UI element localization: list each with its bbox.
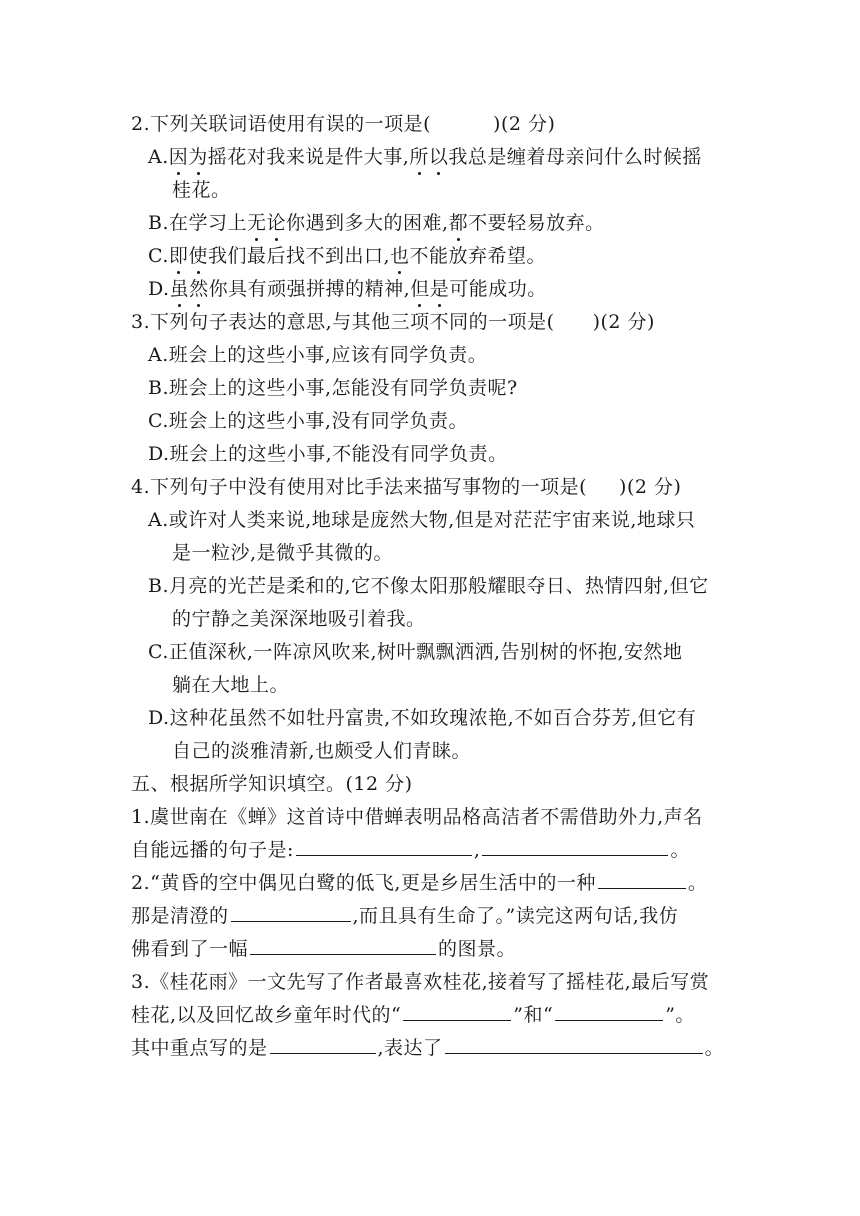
fill-blank[interactable] [250, 938, 436, 955]
emphasis-word [410, 278, 449, 300]
emphasis-word [390, 245, 410, 267]
fill-blank[interactable] [231, 905, 351, 922]
option-label: C. [148, 245, 169, 267]
q2-option-c [148, 244, 546, 268]
q4-option-d: D.这种花虽然不如牡丹富贵,不如玫瑰浓艳,不如百合芬芳,但它有 [148, 707, 697, 729]
fill-text: , [473, 839, 481, 861]
q3-stem [131, 310, 655, 334]
emphasis-char: 以 [428, 146, 449, 168]
q2-stem-text: 2.下列关联词语使用有误的一项是( [131, 113, 432, 135]
fill-blank[interactable] [403, 1004, 511, 1021]
q4-stem-text: 4.下列句子中没有使用对比手法来描写事物的一项是( [131, 476, 588, 498]
emphasis-word [169, 245, 208, 267]
fill-2-line-2 [131, 904, 678, 928]
fill-text: 。 [687, 872, 708, 894]
keyword [390, 245, 410, 267]
emphasis-char: 也 [389, 245, 410, 267]
emphasis-char: 虽 [169, 278, 190, 300]
fill-2-line-1 [131, 871, 707, 895]
option-text: 你具有顽强拼搏的精神, [208, 278, 411, 300]
q2-option-b [148, 211, 605, 235]
q4-option-b: B.月亮的光芒是柔和的,它不像太阳那般耀眼夺日、热情四射,但它 [148, 575, 709, 597]
fill-text: 。 [704, 1037, 725, 1059]
fill-3-line-3 [131, 1036, 724, 1060]
emphasis-char: 即 [168, 245, 189, 267]
option-text: 你遇到多大的困难, [286, 212, 449, 234]
keyword [449, 212, 469, 234]
q2-option-d [148, 277, 547, 301]
option-text: 摇花对我来说是件大事, [207, 146, 410, 168]
fill-text: 自能远播的句子是: [131, 839, 294, 861]
option-label: A. [148, 146, 169, 168]
option-label: D. [148, 278, 170, 300]
fill-text: 那是清澄的 [131, 905, 229, 927]
keyword [170, 278, 209, 300]
fill-blank[interactable] [445, 1037, 703, 1054]
fill-3-line-2 [131, 1003, 695, 1027]
q3-option-d: D.班会上的这些小事,不能没有同学负责。 [148, 443, 508, 465]
keyword [247, 212, 286, 234]
q4-option-c-cont: 躺在大地上。 [172, 674, 290, 696]
emphasis-word [169, 146, 208, 168]
option-text: B.在学习上 [148, 212, 248, 234]
q2-option-a [148, 145, 702, 169]
option-text: 不要轻易放弃。 [468, 212, 605, 234]
q3-option-c: C.班会上的这些小事,没有同学负责。 [148, 410, 468, 432]
fill-1-line-2 [131, 838, 690, 862]
emphasis-word [247, 212, 286, 234]
emphasis-char: 然 [189, 278, 209, 300]
q3-score: )(2 分) [592, 311, 655, 333]
fill-blank[interactable] [270, 1037, 376, 1054]
fill-text: ”。 [665, 1004, 695, 1026]
emphasis-char: 都 [448, 212, 469, 234]
fill-text: 其中重点写的是 [131, 1037, 268, 1059]
fill-3-line-1: 3.《桂花雨》一文先写了作者最喜欢桂花,接着写了摇桂花,最后写赏 [131, 971, 710, 993]
q3-option-b: B.班会上的这些小事,怎能没有同学负责呢? [148, 377, 518, 399]
keyword [409, 146, 448, 168]
fill-blank[interactable] [555, 1004, 663, 1021]
q3-option-a: A.班会上的这些小事,应该有同学负责。 [148, 344, 488, 366]
fill-text: 。 [670, 839, 690, 861]
fill-text: ,而且具有生命了。”读完这两句话,我仿 [352, 905, 679, 927]
emphasis-word [170, 278, 209, 300]
q2-stem [131, 112, 555, 136]
q4-stem [131, 475, 681, 499]
keyword [169, 245, 208, 267]
keyword [169, 146, 208, 168]
fill-blank[interactable] [296, 839, 472, 856]
emphasis-word [409, 146, 448, 168]
keyword [410, 278, 449, 300]
emphasis-word [449, 212, 469, 234]
q2-score: )(2 分) [493, 113, 556, 135]
q2-option-a-cont: 桂花。 [172, 179, 231, 201]
fill-text: 2.“黄昏的空中偶见白鹭的低飞,更是乡居生活中的一种 [131, 872, 596, 894]
emphasis-char: 无 [247, 212, 267, 234]
option-text: 我总是缠着母亲问什么时候摇 [448, 146, 702, 168]
fill-1-line-1: 1.虞世南在《蝉》这首诗中借蝉表明品格高洁者不需借助外力,声名 [131, 806, 703, 828]
q4-option-c: C.正值深秋,一阵凉风吹来,树叶飘飘洒洒,告别树的怀抱,安然地 [148, 641, 683, 663]
q4-option-d-cont: 自己的淡雅清新,也颇受人们青睐。 [172, 740, 472, 762]
fill-text: 佛看到了一幅 [131, 938, 249, 960]
option-text: 我们最后找不到出口, [207, 245, 390, 267]
emphasis-char: 是 [429, 278, 450, 300]
fill-blank[interactable] [598, 872, 686, 889]
q4-option-a-cont: 是一粒沙,是微乎其微的。 [172, 542, 394, 564]
fill-text: ”和“ [513, 1004, 554, 1026]
emphasis-char: 但 [410, 278, 430, 300]
section-heading: 五、根据所学知识填空。(12 分) [131, 773, 413, 795]
emphasis-char: 论 [266, 212, 287, 234]
emphasis-char: 为 [188, 146, 208, 168]
fill-blank[interactable] [482, 839, 668, 856]
option-text: 不能放弃希望。 [409, 245, 547, 267]
emphasis-char: 所 [409, 146, 429, 168]
option-text: 可能成功。 [449, 278, 547, 300]
q3-stem-text: 3.下列句子表达的意思,与其他三项不同的一项是( [131, 311, 555, 333]
emphasis-char: 因 [168, 146, 189, 168]
emphasis-char: 使 [188, 245, 208, 267]
fill-text: 的图景。 [438, 938, 517, 960]
q4-option-a: A.或许对人类来说,地球是庞然大物,但是对茫茫宇宙来说,地球只 [148, 509, 696, 531]
q4-option-b-cont: 的宁静之美深深地吸引着我。 [172, 608, 426, 630]
fill-2-line-3 [131, 937, 516, 961]
fill-text: 桂花,以及回忆故乡童年时代的“ [131, 1004, 402, 1026]
q4-score: )(2 分) [619, 476, 682, 498]
fill-text: ,表达了 [377, 1037, 443, 1059]
